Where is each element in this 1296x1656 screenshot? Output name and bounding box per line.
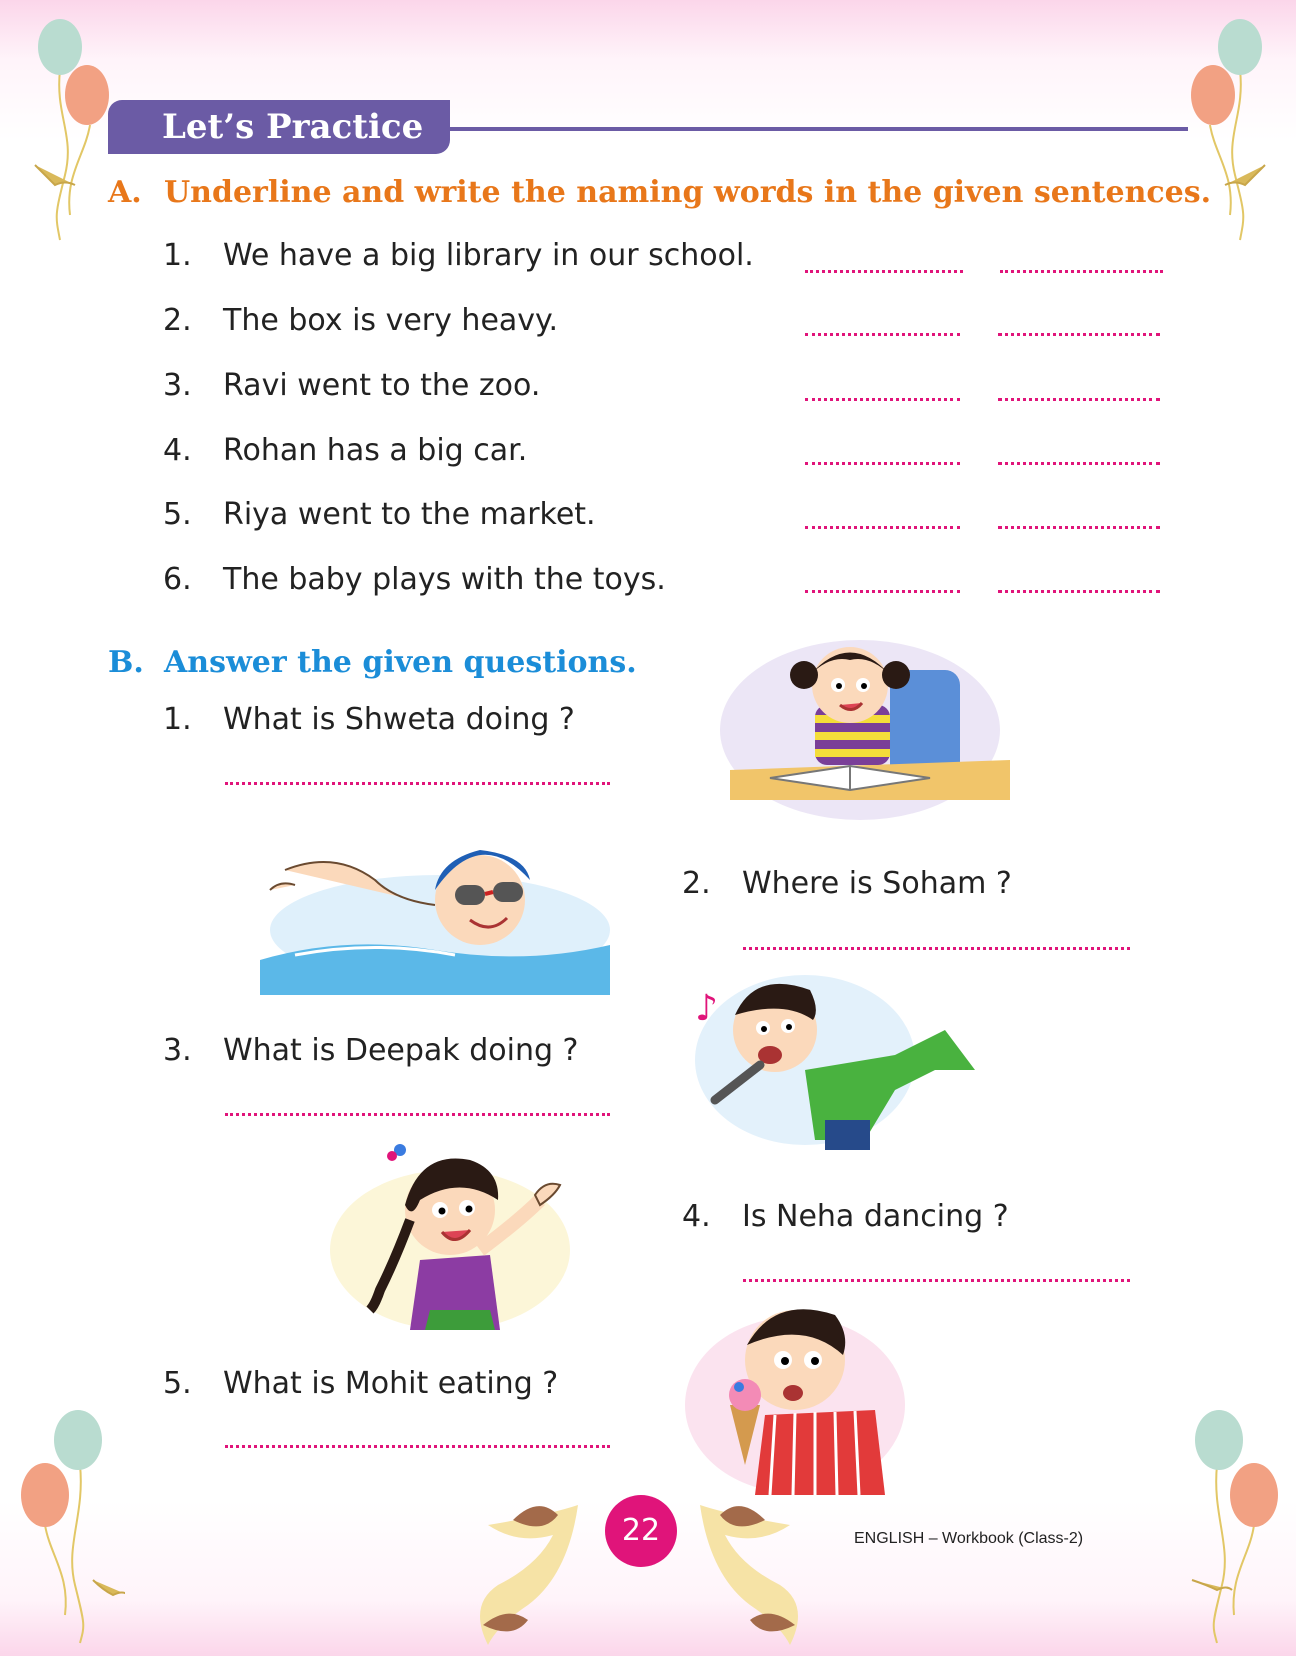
sentence-row-6 [163,562,666,597]
section-a-heading [108,175,1211,210]
boy-swimming-illustration [255,820,615,995]
question-text: What is Shweta doing ? [223,702,575,737]
answer-blank-5b[interactable] [998,526,1160,529]
answer-line-2[interactable] [743,947,1130,950]
question-number: 1. [163,702,192,737]
balloons-top-right-illustration [1180,15,1290,245]
answer-blank-4b[interactable] [998,462,1160,465]
sentence-row-3 [163,368,540,403]
sentence-text: Ravi went to the zoo. [223,368,541,403]
page-number-badge: 22 [605,1495,677,1567]
sentence-number: 2. [163,303,192,338]
answer-blank-6b[interactable] [998,590,1160,593]
sentence-row-2 [163,303,558,338]
section-a-letter: A. [108,175,142,210]
sentence-text: Riya went to the market. [223,497,596,532]
sentence-text: We have a big library in our school. [223,238,754,273]
answer-blank-2a[interactable] [805,333,960,336]
sentence-number: 3. [163,368,192,403]
question-number: 2. [682,866,711,901]
answer-blank-3a[interactable] [805,398,960,401]
question-number: 5. [163,1366,192,1401]
answer-blank-1b[interactable] [1000,270,1163,273]
question-5 [163,1366,558,1401]
answer-line-3[interactable] [225,1113,610,1116]
section-a-heading-text: Underline and write the naming words in the given sentences. [164,175,1212,210]
sentence-number: 6. [163,562,192,597]
answer-blank-5a[interactable] [805,526,960,529]
sentence-number: 5. [163,497,192,532]
answer-blank-2b[interactable] [998,333,1160,336]
section-b-letter: B. [108,645,144,680]
answer-line-4[interactable] [743,1279,1130,1282]
question-text: What is Mohit eating ? [223,1366,559,1401]
sentence-number: 4. [163,433,192,468]
answer-blank-4a[interactable] [805,462,960,465]
balloons-bottom-left-illustration [15,1405,125,1645]
girl-dancing-illustration [320,1140,590,1330]
sentence-row-1 [163,238,754,273]
answer-blank-1a[interactable] [805,270,963,273]
bird-ribbon-right-decoration [690,1485,820,1650]
sentence-text: Rohan has a big car. [223,433,528,468]
lets-practice-header: Let’s Practice [108,100,450,154]
boy-eating-ice-cream-illustration [675,1295,925,1495]
question-4 [682,1199,1009,1234]
sentence-number: 1. [163,238,192,273]
question-number: 4. [682,1199,711,1234]
question-text: Is Neha dancing ? [742,1199,1009,1234]
section-b-heading-text: Answer the given questions. [164,645,637,680]
question-2 [682,866,1012,901]
question-number: 3. [163,1033,192,1068]
answer-line-1[interactable] [225,782,610,785]
section-b-heading [108,645,637,680]
answer-blank-3b[interactable] [998,398,1160,401]
svg-text:♪: ♪ [695,988,718,1029]
question-3 [163,1033,578,1068]
girl-reading-illustration [710,630,1010,825]
question-1 [163,702,575,737]
book-title-footer: ENGLISH – Workbook (Class-2) [854,1530,1084,1547]
answer-blank-6a[interactable] [805,590,960,593]
question-text: Where is Soham ? [742,866,1012,901]
sentence-text: The baby plays with the toys. [223,562,666,597]
answer-line-5[interactable] [225,1445,610,1448]
balloons-bottom-right-illustration [1172,1405,1287,1645]
header-rule-divider [448,127,1188,131]
boy-singing-illustration [695,960,985,1150]
bird-ribbon-left-decoration [458,1485,588,1650]
sentence-text: The box is very heavy. [223,303,559,338]
question-text: What is Deepak doing ? [223,1033,579,1068]
sentence-row-4 [163,433,527,468]
sentence-row-5 [163,497,596,532]
